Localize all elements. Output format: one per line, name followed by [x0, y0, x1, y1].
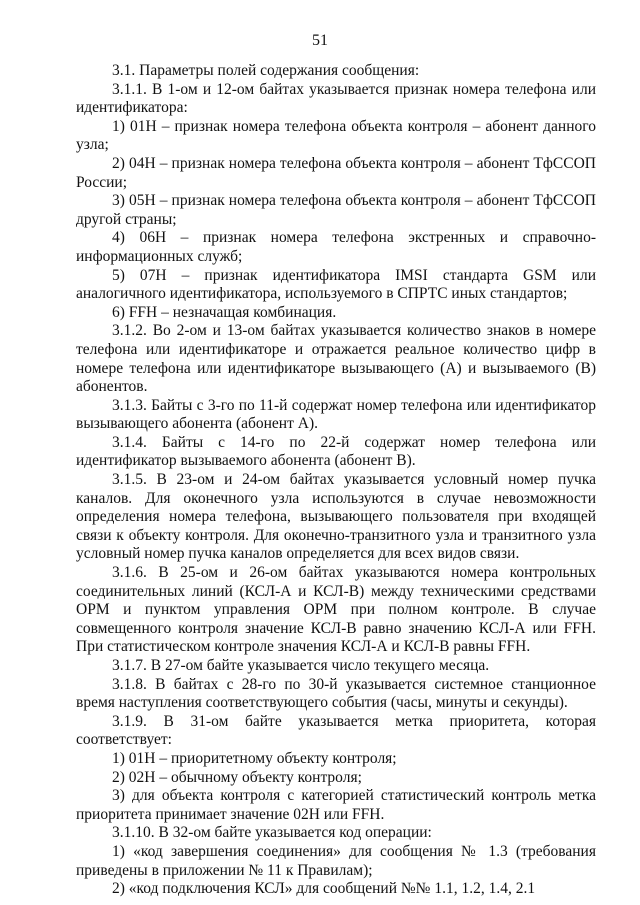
- paragraph-3-1-6: 3.1.6. В 25-ом и 26-ом байтах указываются номера контрольных соединительных линий (КСЛ-А и КСЛ-В) между техническими средствами ОРМ и пунктом управления ОРМ при полном контроле. В случае совмещенного контроля значение КСЛ-В равно значению КСЛ-А или FFH. При статистическом контроле значения КСЛ-А и КСЛ-В равны FFH.: [76, 564, 596, 656]
- paragraph-3-1-3: 3.1.3. Байты с 3-го по 11-й содержат номер телефона или идентификатор вызывающего абонента (абонент А).: [76, 396, 596, 433]
- list-item-priority-02h: 2) 02H – обычному объекту контроля;: [112, 768, 362, 786]
- paragraph-3-1-7: 3.1.7. В 27-ом байте указывается число текущего месяца.: [112, 657, 490, 674]
- paragraph-3-1-10: 3.1.10. В 32-ом байте указывается код операции:: [112, 824, 432, 842]
- list-item-04h: 2) 04H – признак номера телефона объекта контроля – абонент ТфССОП России;: [76, 154, 596, 191]
- document-body: [76, 62, 596, 899]
- page-number: 51: [312, 32, 328, 49]
- paragraph-3-1-4: 3.1.4. Байты с 14-го по 22-й содержат номер телефона или идентификатор вызываемого абонента (абонент В).: [76, 433, 596, 470]
- list-item-opcode-completion: 1) «код завершения соединения» для сообщения № 1.3 (требования приведены в приложении № 11 к Правилам);: [76, 842, 596, 879]
- list-item-07h: 5) 07H – признак идентификатора IMSI стандарта GSM или аналогичного идентификатора, используемого в СПРТС иных стандартов;: [76, 266, 596, 303]
- list-item-priority-statistical: 3) для объекта контроля с категорией статистический контроль метка приоритета принимает значение 02H или FFH.: [76, 787, 596, 823]
- list-item-05h: 3) 05H – признак номера телефона объекта контроля – абонент ТфССОП другой страны;: [76, 192, 596, 228]
- list-item-ffh: 6) FFH – незначащая комбинация.: [112, 303, 337, 321]
- list-item-opcode-connection: 2) «код подключения КСЛ» для сообщений №№ 1.1, 1.2, 1.4, 2.1: [112, 880, 536, 898]
- paragraph-3-1-5: 3.1.5. В 23-ом и 24-ом байтах указывается условный номер пучка каналов. Для оконечного узла используются в случае невозможности определения номера телефона, вызывающего пользователя при входящей связи к объекту контроля. Для оконечно-транзитного узла и транзитного узла условный номер пучка каналов определяется для всех видов связи.: [76, 471, 596, 563]
- list-item-01h: 1) 01H – признак номера телефона объекта контроля – абонент данного узла;: [76, 117, 596, 154]
- paragraph-3-1-9: 3.1.9. В 31-ом байте указывается метка приоритета, которая соответствует:: [76, 712, 596, 749]
- paragraph-3-1-8: 3.1.8. В байтах с 28-го по 30-й указывается системное станционное время наступления соответствующего события (часы, минуты и секунды).: [76, 675, 596, 712]
- paragraph-3-1: 3.1. Параметры полей содержания сообщения:: [112, 62, 420, 79]
- paragraph-3-1-1: 3.1.1. В 1-ом и 12-ом байтах указывается признак номера телефона или идентификатора:: [76, 80, 596, 117]
- list-item-06h: 4) 06H – признак номера телефона экстренных и справочно-информационных служб;: [76, 229, 596, 265]
- list-item-priority-01h: 1) 01H – приоритетному объекту контроля;: [112, 749, 397, 767]
- paragraph-3-1-2: 3.1.2. Во 2-ом и 13-ом байтах указывается количество знаков в номере телефона или идентификаторе и отражается реальное количество цифр в номере телефона или идентификаторе вызывающего (А) и вызываемого (В) абонентов.: [76, 322, 596, 396]
